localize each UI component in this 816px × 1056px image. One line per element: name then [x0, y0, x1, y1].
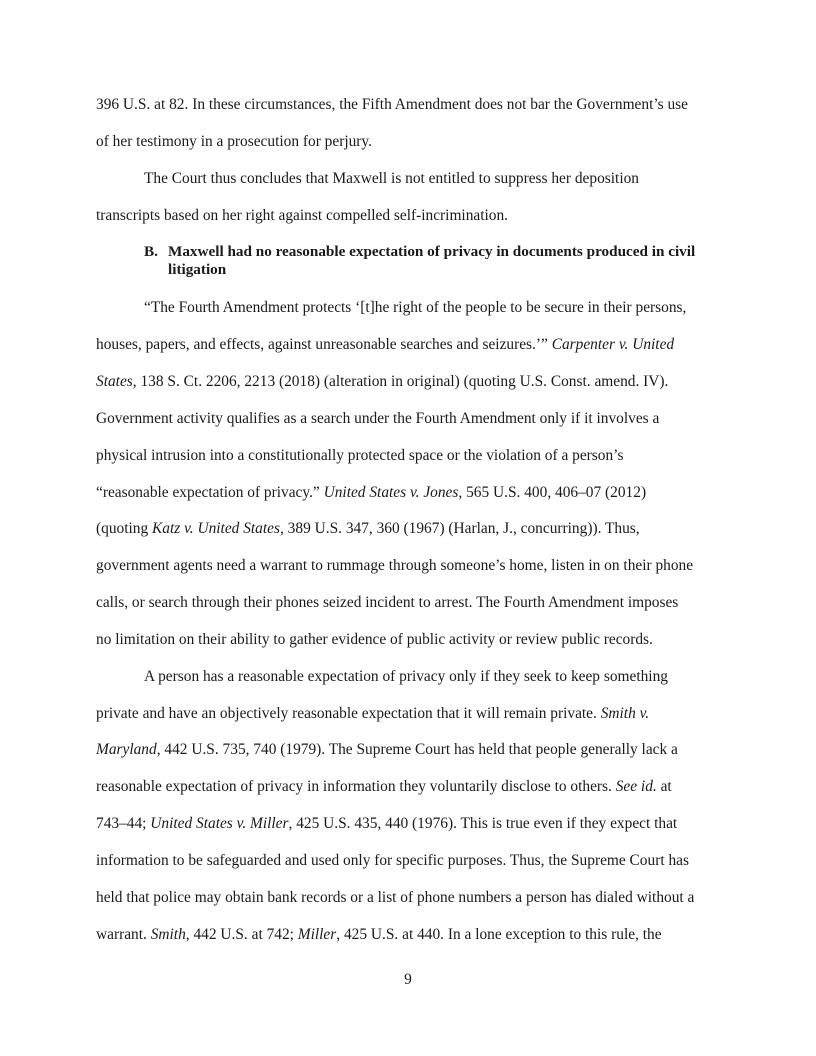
- case-citation: Smith v.: [600, 705, 650, 722]
- text-run: 743–44;: [96, 815, 151, 832]
- page-number: 9: [404, 971, 412, 988]
- body-line: [96, 814, 677, 834]
- text-run: “The Fourth Amendment protects ‘[t]he right of the people to be secure in their persons,: [144, 299, 687, 316]
- text-run: warrant.: [96, 926, 151, 943]
- body-line: [144, 298, 686, 318]
- text-run: held that police may obtain bank records or a list of phone numbers a person has dialed without a: [96, 889, 695, 906]
- text-run: , 442 U.S. at 742;: [185, 926, 298, 943]
- body-line: [96, 556, 693, 576]
- body-line: [96, 409, 659, 429]
- case-citation: Maryland: [96, 741, 157, 758]
- section-heading-text: Maxwell had no reasonable expectation of privacy in documents produced in civil litigation: [168, 243, 696, 278]
- body-line: [96, 740, 678, 760]
- body-line: [96, 95, 688, 115]
- case-citation: Smith: [150, 926, 186, 943]
- body-line: [96, 888, 694, 908]
- body-line: [96, 925, 662, 945]
- text-run: transcripts based on her right against compelled self-incrimination.: [96, 207, 509, 224]
- text-run: no limitation on their ability to gather evidence of public activity or review public records.: [96, 631, 653, 648]
- text-run: reasonable expectation of privacy in information they voluntarily disclose to others.: [96, 778, 616, 795]
- text-run: A person has a reasonable expectation of privacy only if they seek to keep something: [144, 668, 668, 685]
- body-line: [96, 519, 640, 539]
- text-run: , 565 U.S. 400, 406–07 (2012): [458, 484, 647, 501]
- body-line: [96, 704, 649, 724]
- text-run: , 425 U.S. at 440. In a lone exception to this rule, the: [336, 926, 662, 943]
- text-run: of her testimony in a prosecution for perjury.: [96, 133, 372, 150]
- body-line: [96, 206, 508, 226]
- text-run: calls, or search through their phones seized incident to arrest. The Fourth Amendment imposes: [96, 594, 679, 611]
- text-run: (quoting: [96, 520, 153, 537]
- text-run: , 389 U.S. 347, 360 (1967) (Harlan, J., concurring)). Thus,: [279, 520, 640, 537]
- text-run: 396 U.S. at 82. In these circumstances, the Fifth Amendment does not bar the Government’s use: [96, 96, 688, 113]
- body-line: [144, 667, 668, 687]
- body-line: [96, 593, 678, 613]
- text-run: private and have an objectively reasonable expectation that it will remain private.: [96, 705, 601, 722]
- case-citation: United States v. Jones: [323, 484, 459, 501]
- case-citation: United States v. Miller: [150, 815, 289, 832]
- body-line: [144, 169, 639, 189]
- body-line: [96, 132, 372, 152]
- text-run: , 425 U.S. 435, 440 (1976). This is true even if they expect that: [288, 815, 678, 832]
- text-run: “reasonable expectation of privacy.”: [96, 484, 324, 501]
- case-citation: Katz v. United States: [152, 520, 280, 537]
- case-citation: States: [96, 373, 133, 390]
- case-citation: Miller: [297, 926, 337, 943]
- body-line: [96, 777, 672, 797]
- body-line: [96, 483, 646, 503]
- body-line: [96, 630, 653, 650]
- case-citation: See id.: [615, 778, 657, 795]
- text-run: Government activity qualifies as a search under the Fourth Amendment only if it involves a: [96, 410, 660, 427]
- text-run: at: [656, 778, 672, 795]
- text-run: government agents need a warrant to rummage through someone’s home, listen in on their phone: [96, 557, 694, 574]
- body-line: [96, 851, 689, 871]
- case-citation: Carpenter v. United: [551, 336, 675, 353]
- section-heading-label: B.: [144, 243, 158, 260]
- text-run: physical intrusion into a constitutionally protected space or the violation of a person’s: [96, 447, 624, 464]
- text-run: houses, papers, and effects, against unreasonable searches and seizures.’”: [96, 336, 552, 353]
- body-line: [96, 335, 674, 355]
- text-run: information to be safeguarded and used only for specific purposes. Thus, the Supreme Court has: [96, 852, 689, 869]
- text-run: , 138 S. Ct. 2206, 2213 (2018) (alteration in original) (quoting U.S. Const. amend. IV).: [132, 373, 669, 390]
- body-line: [96, 446, 623, 466]
- text-run: The Court thus concludes that Maxwell is not entitled to suppress her deposition: [144, 170, 639, 187]
- body-line: [96, 372, 668, 392]
- text-run: , 442 U.S. 735, 740 (1979). The Supreme Court has held that people generally lack a: [156, 741, 678, 758]
